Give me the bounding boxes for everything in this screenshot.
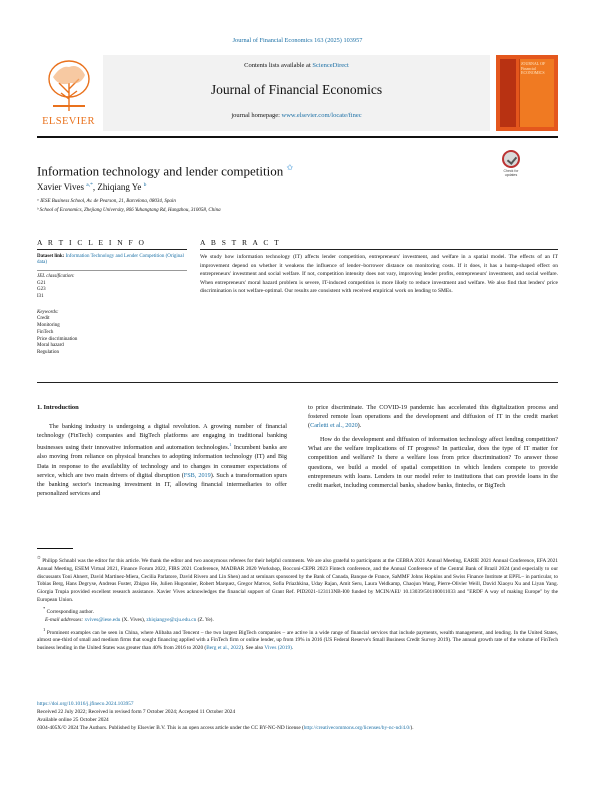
affiliation-a: ᵃ IESE Business School, Av. de Pearson, 21, Barcelona, 08034, Spain: [37, 199, 176, 204]
citation-link[interactable]: Carletti et al., 2020: [310, 422, 358, 430]
license-line: [37, 724, 558, 732]
email-label: E-mail addresses:: [45, 616, 84, 623]
elsevier-logo[interactable]: [37, 55, 100, 131]
dataset-link[interactable]: Information Technology and Lender Competition (Original data): [37, 254, 184, 266]
masthead-center: [103, 55, 490, 131]
author-list: Xavier Vives $^{a,*}$, Zhiqiang Ye $^b$: [37, 182, 147, 192]
author-name[interactable]: Xavier Vives: [37, 182, 85, 192]
footnote-corresponding: * Corresponding author.: [43, 606, 94, 615]
journal-name: Journal of Financial Economics: [210, 82, 383, 97]
elsevier-wordmark: ELSEVIER: [42, 116, 95, 127]
author-affil-mark[interactable]: a,*: [86, 182, 93, 188]
dataset-label: Dataset link:: [37, 254, 65, 259]
cover-band: [500, 59, 516, 127]
intro-left-column: [37, 403, 287, 498]
intro-text: ). Such a transformation spurs the banking sector's increasing investment in IT, allowing financial intermediaries to offer personalized services and: [37, 471, 287, 497]
footnote-text: Prominent examples can be seen in China, where Alibaba and Tencent – the two largest BigTech companies – are active in a wide range of financial services that include payments, wealth management, and lending. In the United States, almost one-third of small and medium firms that sought financing applied with a FinTech firm or online lender, up from 19% in 2016 (US Federal Reserve's Small Business Credit Survey 2019). The annual growth rate of the volume of FinTech business lending in the United States was greater than 40% from 2016 to 2020 (: [37, 629, 558, 652]
intro-text: ).: [357, 422, 362, 430]
intro-text: Incumbent banks are also moving from reliance on physical branches to adopting information technology (IT) and Big Data in response to the availability of technology and to changes in consumer expectations of service, which are two main drivers of digital disruption (: [37, 444, 287, 479]
check-updates-label: Check for updates: [503, 169, 519, 177]
citation-link[interactable]: Berg et al., 2022: [206, 645, 242, 652]
contents-line: [103, 62, 490, 69]
body-top-rule: [37, 382, 558, 383]
footnote-rule: [37, 548, 73, 549]
footnotes: [37, 554, 558, 653]
homepage-prefix: journal homepage:: [231, 112, 280, 119]
check-icon: [502, 150, 520, 168]
journal-citation[interactable]: Journal of Financial Economics 163 (2025) 103957: [232, 37, 363, 44]
homepage-link[interactable]: www.elsevier.com/locate/finec: [281, 112, 362, 119]
intro-paragraph-1: [37, 422, 287, 498]
footnote-star: [37, 554, 558, 605]
contents-prefix: Contents lists available at: [244, 62, 311, 69]
check-for-updates-button[interactable]: [497, 150, 525, 182]
jel-code: G23: [37, 287, 46, 293]
jel-code: I31: [37, 294, 44, 300]
received-dates: Received 22 July 2022; Received in revised form 7 October 2024; Accepted 11 October 2024: [37, 709, 236, 715]
elsevier-tree-icon: [45, 57, 93, 113]
citation-link[interactable]: Vives (2019): [264, 645, 292, 652]
available-online: Available online 25 October 2024: [37, 717, 109, 723]
keywords-label: Keywords:: [37, 310, 59, 315]
journal-cover-image[interactable]: [496, 55, 558, 131]
intro-text: The banking industry is undergoing a digital revolution. A growing number of financial technology (FinTech) companies and BigTech platforms are engaging in traditional banking businesses using their innovative information and automation technologies.: [37, 423, 287, 452]
footnote-1: $^1$ Prominent examples can be seen in China, where Alibaba and Tencent – the two largest BigTech companies – are active in a wide range of financial services that include payments, wealth management, and lending. In the United States, almost one-third of small and medium firms that sought financing applied with a FinTech firm or online lender, up from 19% in 2016 (US Federal Reserve's Small Business Credit Survey 2019). The annual growth rate of the volume of FinTech business lending in the United States was greater than 40% from 2016 to 2020 (Berg et al., 2022). See also Vives (2019).: [37, 626, 558, 652]
corresponding-label: Corresponding author.: [46, 608, 94, 615]
keyword: Monitoring: [37, 323, 60, 328]
keyword: FinTech: [37, 329, 54, 335]
email-owner: (X. Vives),: [120, 616, 147, 623]
title-footnote-mark[interactable]: ✩: [286, 163, 294, 172]
article-title: [37, 163, 293, 179]
footnote-emails: [45, 617, 558, 625]
citation-link[interactable]: FSB, 2019: [183, 471, 211, 479]
license-link[interactable]: http://creativecommons.org/licenses/by-nc-nd/4.0/: [303, 725, 411, 731]
affiliation-b: ᵇ School of Economics, Zhejiang University, 866 Yuhangtang Rd, Hangzhou, 310058, China: [37, 208, 221, 213]
keyword: Price discrimination: [37, 336, 78, 342]
license-text: 0304-405X/© 2024 The Authors. Published by Elsevier B.V. This is an open access article under the CC BY-NC-ND license (: [37, 725, 304, 731]
author-name[interactable]: Zhiqiang Ye: [97, 182, 142, 192]
footnote-text: ). See also: [241, 645, 265, 652]
intro-paragraph-2: How do the development and diffusion of information technology affect lending competition? What are the welfare implications of IT progress? In particular, does the type of IT matter for competition and welfare? Is there a welfare loss from price discrimination? To answer those questions, we build a model of spatial competition in which lenders compete to provide entrepreneurs with loans. Lenders in our model refer to institutions that can provide loans in the credit market, including commercial banks, shadow banks, fintechs, or BigTech: [308, 436, 558, 489]
footnote-ref-1[interactable]: 1: [229, 442, 232, 448]
jel-code: G21: [37, 280, 46, 286]
doi-link[interactable]: https://doi.org/10.1016/j.jfineco.2024.103957: [37, 701, 134, 707]
intro-right-column: [308, 403, 558, 490]
intro-paragraph-cont: [308, 403, 558, 430]
keyword: Credit: [37, 316, 50, 322]
abstract-text: We study how information technology (IT) affects lender competition, entrepreneurs' investment, and welfare in a spatial model. The effects of an IT improvement depend on whether it weakens the influence of lender–borrower distance on monitoring costs. If it does, it has a hump-shaped effect on entrepreneurs' investment and social welfare. If not, competition intensity does not vary, improving lender profits, entrepreneurs' investment, and social welfare. When entrepreneurs' moral hazard problem is severe, IT-induced competition is more likely to reduce investment and welfare. We also find that lenders' price discrimination is not welfare-optimal. Our results are consistent with received empirical work on lending to SMEs.: [200, 254, 558, 295]
keyword: Moral hazard: [37, 343, 64, 349]
affiliations: [37, 197, 221, 215]
abstract-rule: [200, 249, 558, 250]
keyword: Regulation: [37, 350, 59, 356]
article-metadata: [37, 700, 558, 732]
footnote-star-mark: ✩: [37, 555, 41, 560]
header-rule: [37, 136, 558, 138]
sciencedirect-link[interactable]: ScienceDirect: [312, 62, 349, 69]
footnote-text: Philipp Schnabl was the editor for this article. We thank the editor and two anonymous referees for their helpful comments. We are also grateful to participants at the CEBRA 2021 Annual Meeting, EARIE 2021 Annual Conference, EFA 2021 Annual Meeting, ESEM Virtual 2021, Finance Forum 2022, FIRS 2021 Conference, MADBAR 2020 Workshop, Bocconi-CEPR 2023 Fintech conference, and the Annual Conference of the Central Bank of Brazil 2024 (and especially to our discussants Toni Ahnert, David Martinez-Miera, Cecilia Parlatore, David Rivero and Lin Shen) and at seminars sponsored by the Bank of Canada, Banque de France, SaMMF Johns Hopkins and Swiss Finance Institute at EPFL– in particular, to Tobias Berg, Hans Degryse, Andreas Fuster, Zhiguo He, Julien Hugonnier, Robert Marquez, Gregor Matvos, Sofia Priazhkina, Uday Rajan, Amit Seru, Laura Veldkamp, Chaojun Wang, Pierre-Olivier Weill, David Xiaoyu Xu and Liyan Yang. Giorgia Trupia provided excellent research assistance. Xavier Vives acknowledges the financial support of Grant Ref. PID2021-123113NB-I00 funded by MCIN/AEI/ 10.13039/501100011033 and "ERDF A way of making Europe" by the European Union.: [37, 557, 558, 604]
dataset-entry: [37, 254, 187, 266]
email-owner: (Z. Ye).: [196, 616, 214, 623]
keywords-list: [37, 316, 187, 357]
intro-text: to price discriminate. The COVID-19 pandemic has accelerated this digitalization process and fostered remote loan operations and the development and diffusion of IT in the credit market (: [308, 404, 558, 430]
author-affil-mark[interactable]: b: [143, 182, 147, 188]
abstract-heading: A B S T R A C T: [200, 238, 281, 247]
email-link[interactable]: xvives@iese.edu: [84, 616, 121, 623]
homepage-line: [103, 112, 490, 119]
jel-label: JEL classification:: [37, 274, 75, 280]
cover-title: JOURNAL OF Financial ECONOMICS: [521, 61, 546, 75]
jel-list: [37, 281, 187, 301]
email-link[interactable]: zhiqiangye@zju.edu.cn: [146, 616, 197, 623]
article-title-text: Information technology and lender competition: [37, 163, 284, 179]
article-info-heading: A R T I C L E I N F O: [37, 238, 146, 247]
intro-heading: 1. Introduction: [37, 404, 79, 411]
article-info-panel: [37, 254, 187, 357]
masthead: [37, 55, 558, 131]
footnote-text: .: [291, 645, 294, 652]
info-divider: [37, 270, 187, 271]
article-info-rule: [37, 249, 187, 250]
license-text: ).: [410, 725, 414, 731]
